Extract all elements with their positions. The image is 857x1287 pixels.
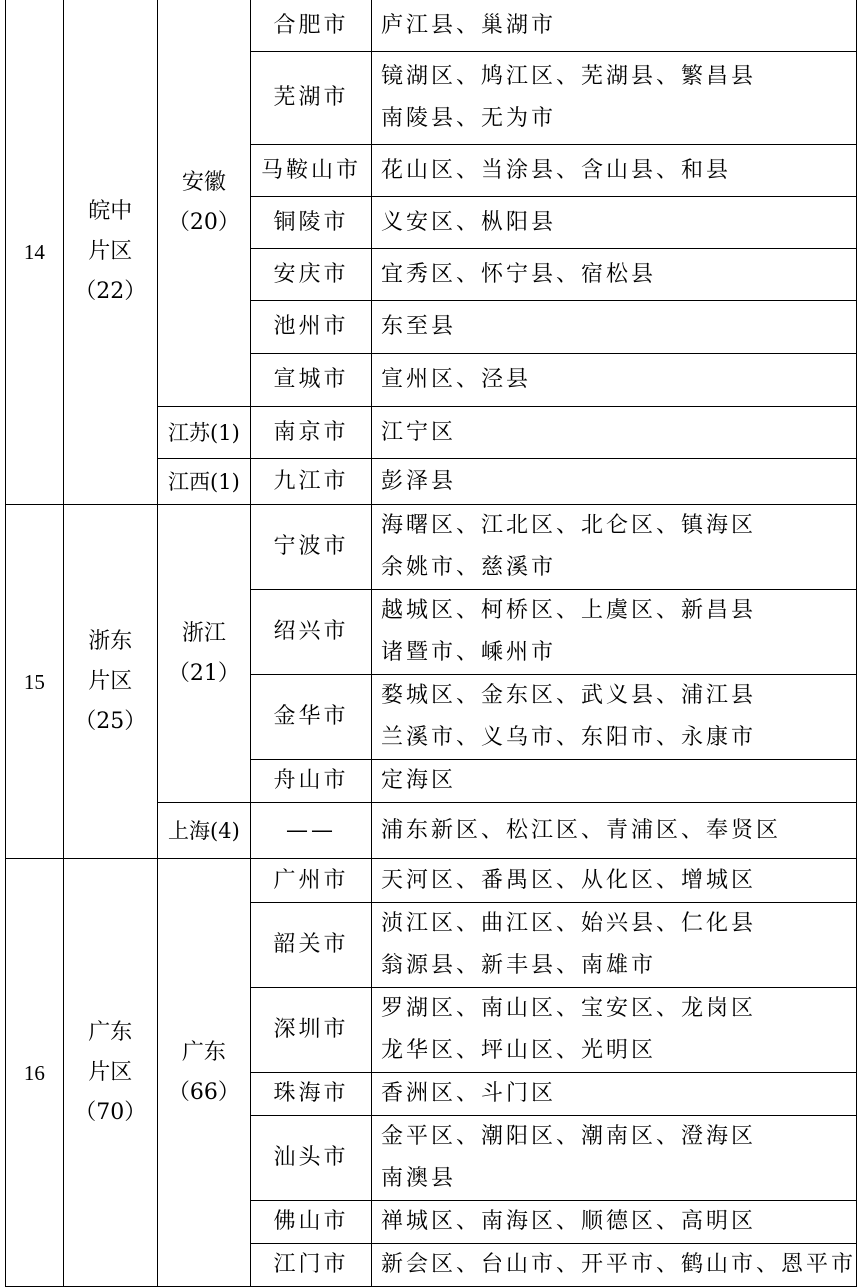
- county-cell: [371, 760, 856, 803]
- county-list-line: 余姚市、慈溪市: [380, 555, 556, 580]
- county-cell: [371, 354, 856, 407]
- section-number: 14: [6, 0, 64, 505]
- county-cell: [371, 903, 856, 988]
- province-cell: [157, 803, 250, 859]
- zone-cell: [63, 505, 157, 859]
- city-cell: 珠海市: [250, 1073, 371, 1116]
- county-list-line: 香洲区、斗门区: [380, 1081, 556, 1106]
- section-number: 15: [6, 505, 64, 859]
- county-list-line: 海曙区、江北区、北仑区、镇海区: [380, 513, 756, 538]
- county-list-line: 南澳县: [380, 1166, 456, 1191]
- county-list-line: 越城区、柯桥区、上虞区、新昌县: [380, 598, 756, 623]
- zone-name: 广东: [88, 1019, 133, 1045]
- county-list-line: 翁源县、新丰县、南雄市: [380, 953, 656, 978]
- county-list-line: 庐江县、巢湖市: [380, 12, 556, 38]
- county-list-line: 镜湖区、鸠江区、芜湖县、繁昌县: [380, 64, 756, 89]
- county-cell: [371, 803, 856, 859]
- county-cell: [371, 197, 856, 249]
- city-cell: 马鞍山市: [250, 145, 371, 197]
- province-name: 上海(4): [168, 818, 240, 843]
- province-name: 安徽: [181, 170, 226, 195]
- province-name: 江苏(1): [168, 420, 240, 445]
- county-list-line: 南陵县、无为市: [380, 106, 556, 131]
- county-cell: [371, 249, 856, 301]
- county-list-line: 花山区、当涂县、含山县、和县: [380, 157, 731, 183]
- zone-name: （25）: [74, 708, 147, 734]
- province-cell: [157, 859, 250, 1287]
- province-cell: [157, 0, 250, 407]
- county-list-line: 新会区、台山市、开平市、鹤山市、恩平市: [380, 1252, 856, 1277]
- county-cell: [371, 590, 856, 675]
- county-list-line: 义安区、枞阳县: [380, 209, 556, 235]
- county-cell: [371, 1116, 856, 1201]
- city-cell: 九江市: [250, 459, 371, 505]
- table-row: [6, 505, 857, 590]
- county-cell: [371, 145, 856, 197]
- city-cell: 广州市: [250, 859, 371, 903]
- county-list-line: 诸暨市、嵊州市: [380, 640, 556, 665]
- city-cell: 韶关市: [250, 903, 371, 988]
- county-list-line: 禅城区、南海区、顺德区、高明区: [380, 1209, 756, 1234]
- city-cell: 江门市: [250, 1244, 371, 1287]
- province-cell: [157, 407, 250, 459]
- zone-name: 浙东: [88, 628, 133, 654]
- county-cell: [371, 1073, 856, 1116]
- zone-name: （22）: [74, 279, 147, 304]
- province-name: 江西(1): [168, 469, 240, 494]
- county-cell: [371, 0, 856, 52]
- county-list-line: 兰溪市、义乌市、东阳市、永康市: [380, 725, 756, 750]
- county-list-line: 彭泽县: [380, 468, 456, 494]
- county-cell: [371, 988, 856, 1073]
- county-list-line: 婺城区、金东区、武义县、浦江县: [380, 683, 756, 708]
- county-cell: [371, 859, 856, 903]
- county-list-line: 江宁区: [380, 419, 456, 445]
- county-cell: [371, 459, 856, 505]
- zone-name: （70）: [74, 1099, 147, 1125]
- city-cell: 佛山市: [250, 1201, 371, 1244]
- table-row: [6, 0, 857, 52]
- county-list-line: 宜秀区、怀宁县、宿松县: [380, 261, 656, 287]
- city-cell: 芜湖市: [250, 52, 371, 145]
- table-row: [6, 859, 857, 903]
- province-cell: [157, 459, 250, 505]
- region-table: [5, 0, 857, 1287]
- city-cell: 宁波市: [250, 505, 371, 590]
- city-cell: 舟山市: [250, 760, 371, 803]
- zone-cell: [63, 0, 157, 505]
- county-cell: [371, 301, 856, 354]
- province-cell: [157, 505, 250, 803]
- zone-name: 片区: [88, 239, 133, 264]
- province-name: 浙江: [181, 620, 226, 646]
- province-name: 广东: [181, 1039, 226, 1065]
- county-cell: [371, 675, 856, 760]
- city-cell: 汕头市: [250, 1116, 371, 1201]
- county-list-line: 金平区、潮阳区、潮南区、澄海区: [380, 1124, 756, 1149]
- county-list-line: 宣州区、泾县: [380, 367, 531, 392]
- zone-name: 皖中: [88, 199, 133, 224]
- zone-name: 片区: [88, 1059, 133, 1085]
- city-cell: 绍兴市: [250, 590, 371, 675]
- province-name: （66）: [167, 1079, 240, 1105]
- city-cell: 池州市: [250, 301, 371, 354]
- city-cell: 合肥市: [250, 0, 371, 52]
- city-cell: 南京市: [250, 407, 371, 459]
- county-list-line: 定海区: [380, 768, 456, 793]
- county-list-line: 东至县: [380, 314, 456, 339]
- province-name: （20）: [167, 210, 240, 235]
- zone-cell: [63, 859, 157, 1287]
- county-list-line: 浦东新区、松江区、青浦区、奉贤区: [380, 817, 781, 843]
- city-cell: ——: [250, 803, 371, 859]
- city-cell: 宣城市: [250, 354, 371, 407]
- county-list-line: 浈江区、曲江区、始兴县、仁化县: [380, 911, 756, 936]
- section-number: 16: [6, 859, 64, 1287]
- county-cell: [371, 1201, 856, 1244]
- city-cell: 铜陵市: [250, 197, 371, 249]
- city-cell: 金华市: [250, 675, 371, 760]
- county-cell: [371, 505, 856, 590]
- county-list-line: 罗湖区、南山区、宝安区、龙岗区: [380, 996, 756, 1021]
- county-cell: [371, 1244, 856, 1287]
- city-cell: 深圳市: [250, 988, 371, 1073]
- county-list-line: 龙华区、坪山区、光明区: [380, 1038, 656, 1063]
- city-cell: 安庆市: [250, 249, 371, 301]
- county-cell: [371, 52, 856, 145]
- county-list-line: 天河区、番禺区、从化区、增城区: [380, 867, 756, 893]
- zone-name: 片区: [88, 668, 133, 694]
- county-cell: [371, 407, 856, 459]
- province-name: （21）: [167, 660, 240, 686]
